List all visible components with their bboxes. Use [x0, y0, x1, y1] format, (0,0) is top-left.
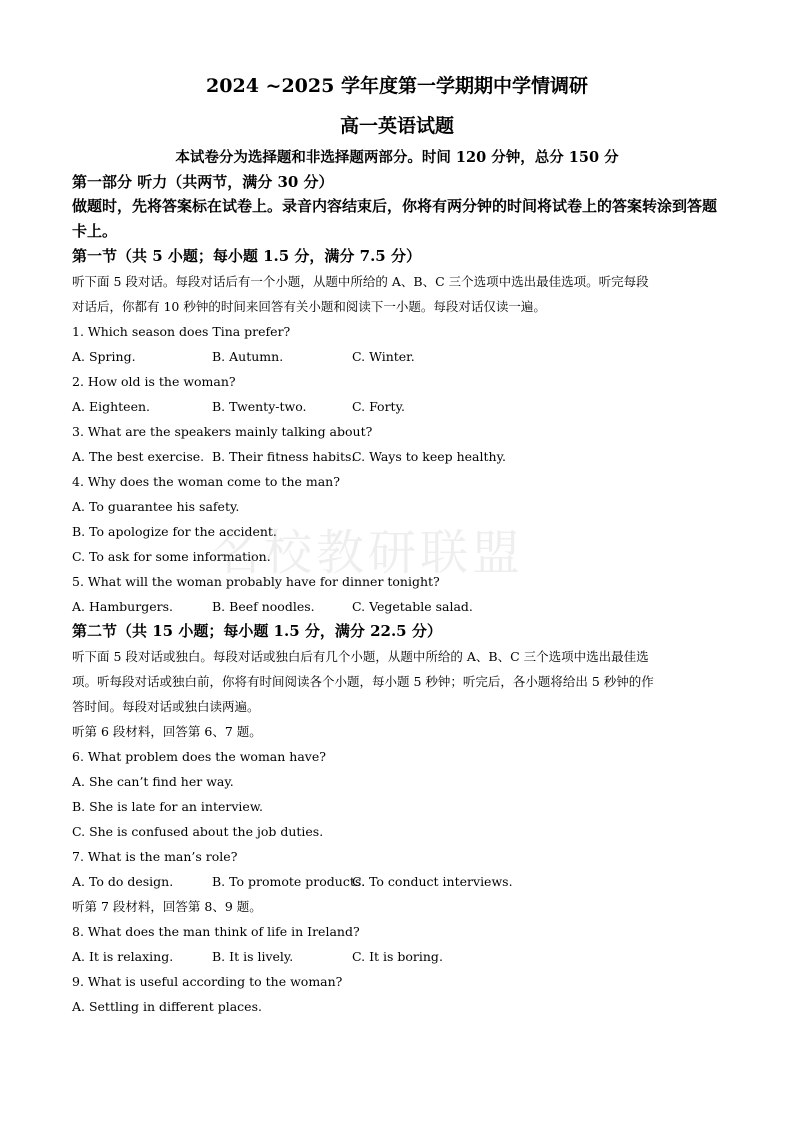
part1-heading: 第一部分 听力（共两节，满分 30 分） — [72, 173, 334, 191]
question-1-option-a: A. Spring. — [72, 349, 136, 364]
question-8-option-c: C. It is boring. — [352, 949, 443, 964]
section2-directions-line3: 答时间。每段对话或独白读两遍。 — [72, 699, 260, 714]
section1-directions-line2: 对话后，你都有 10 秒钟的时间来回答有关小题和阅读下一小题。每段对话仅读一遍。 — [72, 299, 546, 314]
question-3-option-c: C. Ways to keep healthy. — [352, 449, 506, 464]
question-8: 8. What does the man think of life in Ireland? — [72, 924, 360, 939]
question-7: 7. What is the man’s role? — [72, 849, 238, 864]
watermark: 名校教研联盟 — [212, 525, 525, 581]
question-3-option-b: B. Their fitness habits. — [212, 449, 356, 464]
question-6: 6. What problem does the woman have? — [72, 749, 326, 764]
question-7-option-b: B. To promote products. — [212, 874, 366, 889]
question-1: 1. Which season does Tina prefer? — [72, 324, 291, 339]
section2-heading: 第二节（共 15 小题；每小题 1.5 分，满分 22.5 分） — [72, 622, 442, 640]
part1-instruction: 做题时，先将答案标在试卷上。录音内容结束后，你将有两分钟的时间将试卷上的答案转涂到答题卡上。 — [72, 197, 718, 240]
question-1-option-c: C. Winter. — [352, 349, 415, 364]
question-5-option-b: B. Beef noodles. — [212, 599, 315, 614]
exam-title: 2024 ~2025 学年度第一学期期中学情调研 — [206, 75, 588, 97]
question-2: 2. How old is the woman? — [72, 374, 236, 389]
question-5-option-c: C. Vegetable salad. — [352, 599, 473, 614]
question-6-option-c: C. She is confused about the job duties. — [72, 824, 324, 839]
question-5: 5. What will the woman probably have for dinner tonight? — [72, 574, 440, 589]
question-6-option-b: B. She is late for an interview. — [72, 799, 264, 814]
question-6-option-a: A. She can’t find her way. — [72, 774, 234, 789]
question-4-option-a: A. To guarantee his safety. — [72, 499, 240, 514]
question-3: 3. What are the speakers mainly talking about? — [72, 424, 373, 439]
question-7-option-c: C. To conduct interviews. — [352, 874, 513, 889]
question-4: 4. Why does the woman come to the man? — [72, 474, 340, 489]
section2-directions-line2: 项。听每段对话或独白前，你将有时间阅读各个小题，每小题 5 秒钟；听完后，各小题将给出 5 秒钟的作 — [72, 674, 654, 689]
section1-heading: 第一节（共 5 小题；每小题 1.5 分，满分 7.5 分） — [72, 247, 421, 265]
question-9-option-a: A. Settling in different places. — [72, 999, 262, 1014]
question-8-option-b: B. It is lively. — [212, 949, 294, 964]
question-4-option-c: C. To ask for some information. — [72, 549, 271, 564]
question-9: 9. What is useful according to the woman? — [72, 974, 343, 989]
question-1-option-b: B. Autumn. — [212, 349, 284, 364]
question-7-option-a: A. To do design. — [72, 874, 174, 889]
exam-note: 本试卷分为选择题和非选择题两部分。时间 120 分钟，总分 150 分 — [175, 149, 619, 166]
question-3-option-a: A. The best exercise. — [72, 449, 205, 464]
section1-directions-line1: 听下面 5 段对话。每段对话后有一个小题，从题中所给的 A、B、C 三个选项中选出最佳选项。听完每段 — [72, 274, 649, 289]
section2-directions-line1: 听下面 5 段对话或独白。每段对话或独白后有几个小题，从题中所给的 A、B、C 三个选项中选出最佳选 — [72, 649, 649, 664]
question-5-option-a: A. Hamburgers. — [72, 599, 173, 614]
question-2-option-b: B. Twenty-two. — [212, 399, 307, 414]
material-7-label: 听第 7 段材料，回答第 8、9 题。 — [72, 899, 262, 914]
exam-subtitle: 高一英语试题 — [339, 115, 454, 137]
question-2-option-c: C. Forty. — [352, 399, 405, 414]
question-4-option-b: B. To apologize for the accident. — [72, 524, 277, 539]
question-8-option-a: A. It is relaxing. — [72, 949, 174, 964]
question-2-option-a: A. Eighteen. — [72, 399, 150, 414]
material-6-label: 听第 6 段材料，回答第 6、7 题。 — [72, 724, 262, 739]
